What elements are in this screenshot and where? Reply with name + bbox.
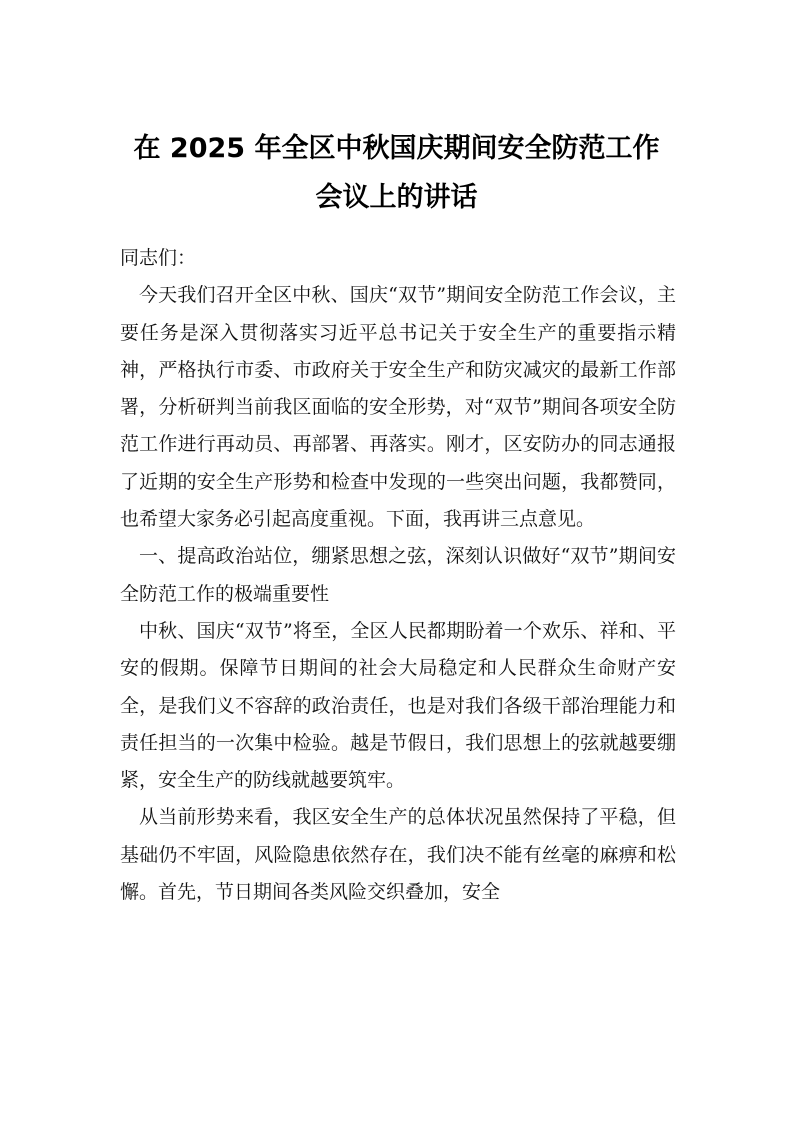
document-body [120, 240, 676, 911]
salutation: 同志们： [120, 247, 197, 269]
paragraph-opening: 今天我们召开全区中秋、国庆“双节”期间安全防范工作会议，主要任务是深入贯彻落实习近平总书记关于安全生产的重要指示精神，严格执行市委、市政府关于安全生产和防灾减灾的最新工作部署，分析研判当前我区面临的安全形势，对“双节”期间各项安全防范工作进行再动员、再部署、再落实。刚才，区安防办的同志通报了近期的安全生产形势和检查中发现的一些突出问题，我都赞同，也希望大家务必引起高度重视。下面，我再讲三点意见。 [120, 284, 676, 531]
paragraph-holiday: 中秋、国庆“双节”将至，全区人民都期盼着一个欢乐、祥和、平安的假期。保障节日期间的社会大局稳定和人民群众生命财产安全，是我们义不容辞的政治责任，也是对我们各级干部治理能力和责任担当的一次集中检验。越是节假日，我们思想上的弦就越要绷紧，安全生产的防线就越要筑牢。 [120, 619, 676, 792]
section-heading-1: 一、提高政治站位，绷紧思想之弦，深刻认识做好“双节”期间安全防范工作的极端重要性 [120, 545, 676, 605]
document-title-line-2: 会议上的讲话 [315, 182, 478, 213]
paragraph-situation: 从当前形势来看，我区安全生产的总体状况虽然保持了平稳，但基础仍不牢固，风险隐患依然存在，我们决不能有丝毫的麻痹和松懈。首先，节日期间各类风险交织叠加，安全 [120, 806, 676, 904]
document-title-line-1: 在 2025 年全区中秋国庆期间安全防范工作 [133, 133, 660, 164]
